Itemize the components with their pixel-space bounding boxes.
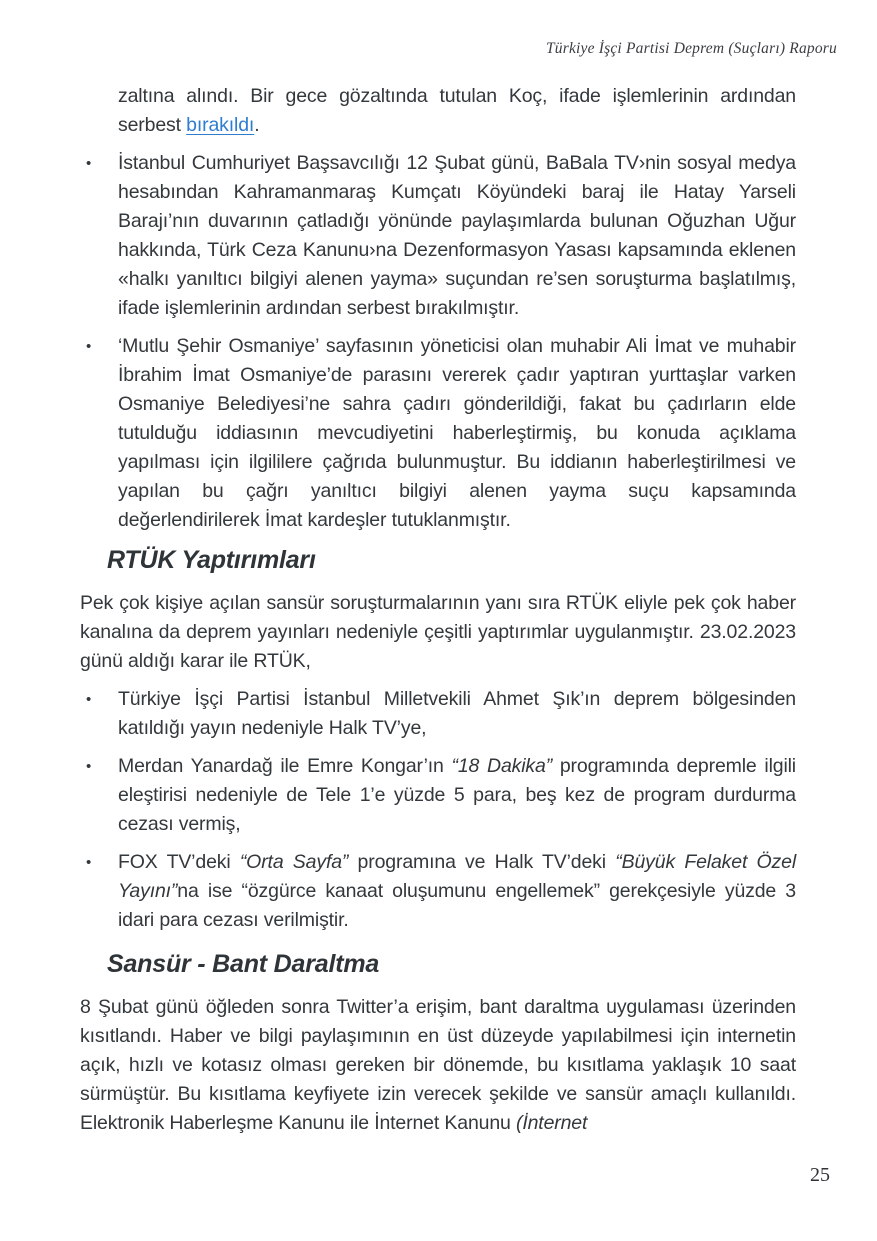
paragraph-sansur <box>80 993 796 1138</box>
bullet-list-rtuk-sanctions <box>80 685 796 935</box>
text-segment: (İnternet <box>516 1112 588 1134</box>
text-segment: FOX TV’deki <box>118 851 240 873</box>
text-segment: programına ve Halk TV’deki <box>348 851 616 873</box>
list-item <box>80 752 796 839</box>
bullet-list-prosecutions <box>80 149 796 535</box>
bullet-icon: • <box>86 155 92 172</box>
section-heading-sansur: Sansür - Bant Daraltma <box>107 950 380 978</box>
inline-link[interactable]: bırakıldı <box>186 114 255 136</box>
bullet-icon: • <box>86 758 92 775</box>
list-item <box>80 332 796 535</box>
text-segment: “Büyük Felaket Özel Yayını” <box>118 851 797 902</box>
text-segment: Pek çok kişiye açılan sansür soruşturmalarının yanı sıra RTÜK eliyle pek çok haber kanalına da deprem yayınları nedeniyle çeşitli yaptırımlar uygulanmıştır. 23.02.2023 günü aldığı karar ile RTÜK, <box>80 592 796 672</box>
text-segment: “Orta Sayfa” <box>239 851 349 873</box>
bullet-text <box>118 752 796 839</box>
paragraph-rtuk-intro <box>80 589 796 676</box>
bullet-text <box>118 332 796 535</box>
list-item <box>80 149 796 323</box>
running-header: Türkiye İşçi Partisi Deprem (Suçları) Raporu <box>545 40 837 57</box>
bullet-text <box>118 685 796 743</box>
page-content <box>80 82 796 1138</box>
bullet-icon: • <box>86 854 92 871</box>
list-item <box>80 848 796 935</box>
text-segment: Merdan Yanardağ ile Emre Kongar’ın <box>118 755 452 777</box>
bullet-text <box>118 848 796 935</box>
list-item <box>80 685 796 743</box>
text-segment: İstanbul Cumhuriyet Başsavcılığı 12 Şubat günü, BaBala TV›nin sosyal medya hesabından Kahramanmaraş Kumçatı Köyündeki baraj ile Hatay Yarseli Barajı’nın duvarının çatladığı yönünde paylaşımlarda bulunan Oğuzhan Uğur hakkında, Türk Ceza Kanunu›na Dezenformasyon Yasası kapsamında eklenen «halkı yanıltıcı bilgiyi alenen yayma» suçundan re’sen soruşturma başlatılmış, ifade işlemlerinin ardından serbest bırakılmıştır. <box>118 152 796 319</box>
text-segment: zaltına alındı. Bir gece gözaltında tutulan Koç, ifade işlemlerinin ardından serbest <box>118 85 796 136</box>
text-segment: . <box>254 114 260 136</box>
bullet-text <box>118 149 796 323</box>
text-segment: Türkiye İşçi Partisi İstanbul Milletvekili Ahmet Şık’ın deprem bölgesinden katıldığı yayın nedeniyle Halk TV’ye, <box>118 688 796 739</box>
section-heading-rtuk: RTÜK Yaptırımları <box>107 546 316 574</box>
bullet-icon: • <box>86 338 92 355</box>
text-segment: 8 Şubat günü öğleden sonra Twitter’a erişim, bant daraltma uygulaması üzerinden kısıtlandı. Haber ve bilgi paylaşımının en üst düzeyde yapılabilmesi için internetin açık, hızlı ve kotasız olması gereken bir dönemde, bu kısıtlama yaklaşık 10 saat sürmüştür. Bu kısıtlama keyfiyete izin verecek şekilde ve sansür amaçlı kullanıldı. Elektronik Haberleşme Kanunu ile İnternet Kanunu <box>80 996 796 1134</box>
bullet-icon: • <box>86 691 92 708</box>
text-segment: ‘Mutlu Şehir Osmaniye’ sayfasının yöneticisi olan muhabir Ali İmat ve muhabir İbrahim İmat Osmaniye’de parasını vererek çadır yaptıran yurttaşlar varken Osmaniye Belediyesi’ne sahra çadırı gönderildiği, fakat bu çadırların elde tutulduğu iddiasının mevcudiyetini haberleştirmiş, bu konuda açıklama yapılması için ilgililere çağrıda bulunmuştur. Bu iddianın haberleştirilmesi ve yapılan bu çağrı yanıltıcı bilgiyi alenen yayma suçu kapsamında değerlendirilerek İmat kardeşler tutuklanmıştır. <box>118 335 796 531</box>
text-segment: programında depremle ilgili eleştirisi nedeniyle de Tele 1’e yüzde 5 para, beş kez de program durdurma cezası vermiş, <box>118 755 796 835</box>
page-number: 25 <box>810 1164 830 1186</box>
paragraph-continuation <box>80 82 796 140</box>
text-segment: na ise “özgürce kanaat oluşumunu engellemek” gerekçesiyle yüzde 3 idari para cezası verilmiştir. <box>118 880 796 931</box>
text-segment: “18 Dakika” <box>451 755 553 777</box>
